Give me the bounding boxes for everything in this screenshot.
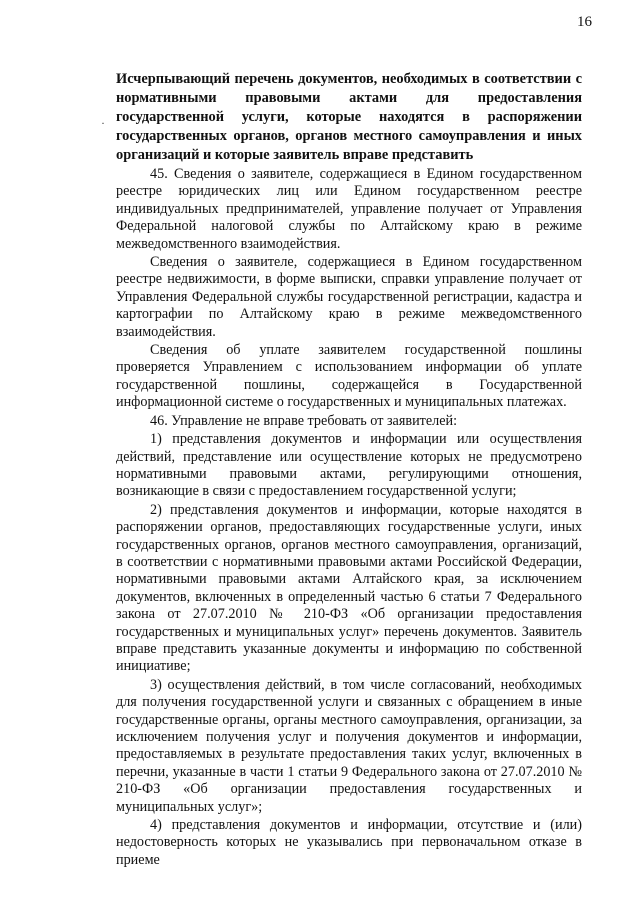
document-body bbox=[116, 166, 582, 869]
paragraph: 2) представления документов и информации, которые находятся в распоряжении органов, предоставляющих государственные услуги, иных государственных органов, органов местного самоуправления, организаций, в соответствии с нормативными правовыми актами Российской Федерации, нормативными правовыми актами Алтайского края, за исключением документов, включенных в определенный частью 6 статьи 7 Федерального закона от 27.07.2010 № 210-ФЗ «Об организации предоставления государственных и муниципальных услуг» перечень документов. Заявитель вправе представить указанные документы и информацию по собственной инициативе; bbox=[116, 501, 582, 675]
paragraph: 3) осуществления действий, в том числе согласований, необходимых для получения государственной услуги и связанных с обращением в иные государственные органы, органы местного самоуправления, организации, за исключением получения услуг и получения документов и информации, предоставляемых в результате предоставления таких услуг, включенных в перечни, указанные в части 1 статьи 9 Федерального закона от 27.07.2010 № 210-ФЗ «Об организации предоставления государственных и муниципальных услуг»; bbox=[116, 676, 582, 815]
paragraph: Сведения о заявителе, содержащиеся в Едином государственном реестре недвижимости, в форме выписки, справки управление получает от Управления Федеральной службы государственной регистрации, кадастра и картографии по Алтайскому краю в режиме межведомственного взаимодействия. bbox=[116, 254, 582, 340]
paragraph: 46. Управление не вправе требовать от заявителей: bbox=[150, 412, 458, 429]
paragraph: 45. Сведения о заявителе, содержащиеся в Едином государственном реестре юридических лиц или Едином государственном реестре индивидуальных предпринимателей, управление получает от Управления Федеральной налоговой службы по Алтайскому краю в режиме межведомственного взаимодействия. bbox=[116, 166, 582, 252]
page-number: 16 bbox=[577, 14, 592, 30]
paragraph: Сведения об уплате заявителем государственной пошлины проверяется Управлением с использованием информации об уплате государственной пошлины, содержащейся в Государственной информационной системе о государственных и муниципальных платежах. bbox=[116, 342, 582, 411]
paragraph: 4) представления документов и информации, отсутствие и (или) недостоверность которых не указывались при первоначальном отказе в приеме bbox=[116, 817, 582, 868]
paragraph: 1) представления документов и информации или осуществления действий, представление или осуществление которых не предусмотрено нормативными правовыми актами, регулирующими отношения, возникающие в связи с предоставлением государственной услуги; bbox=[116, 431, 582, 500]
section-heading: Исчерпывающий перечень документов, необходимых в соответствии с нормативными правовыми актами для предоставления государственной услуги, которые находятся в распоряжении государственных органов, органов местного самоуправления и иных организаций и которые заявитель вправе представить bbox=[116, 71, 582, 163]
margin-mark: · bbox=[101, 116, 105, 130]
